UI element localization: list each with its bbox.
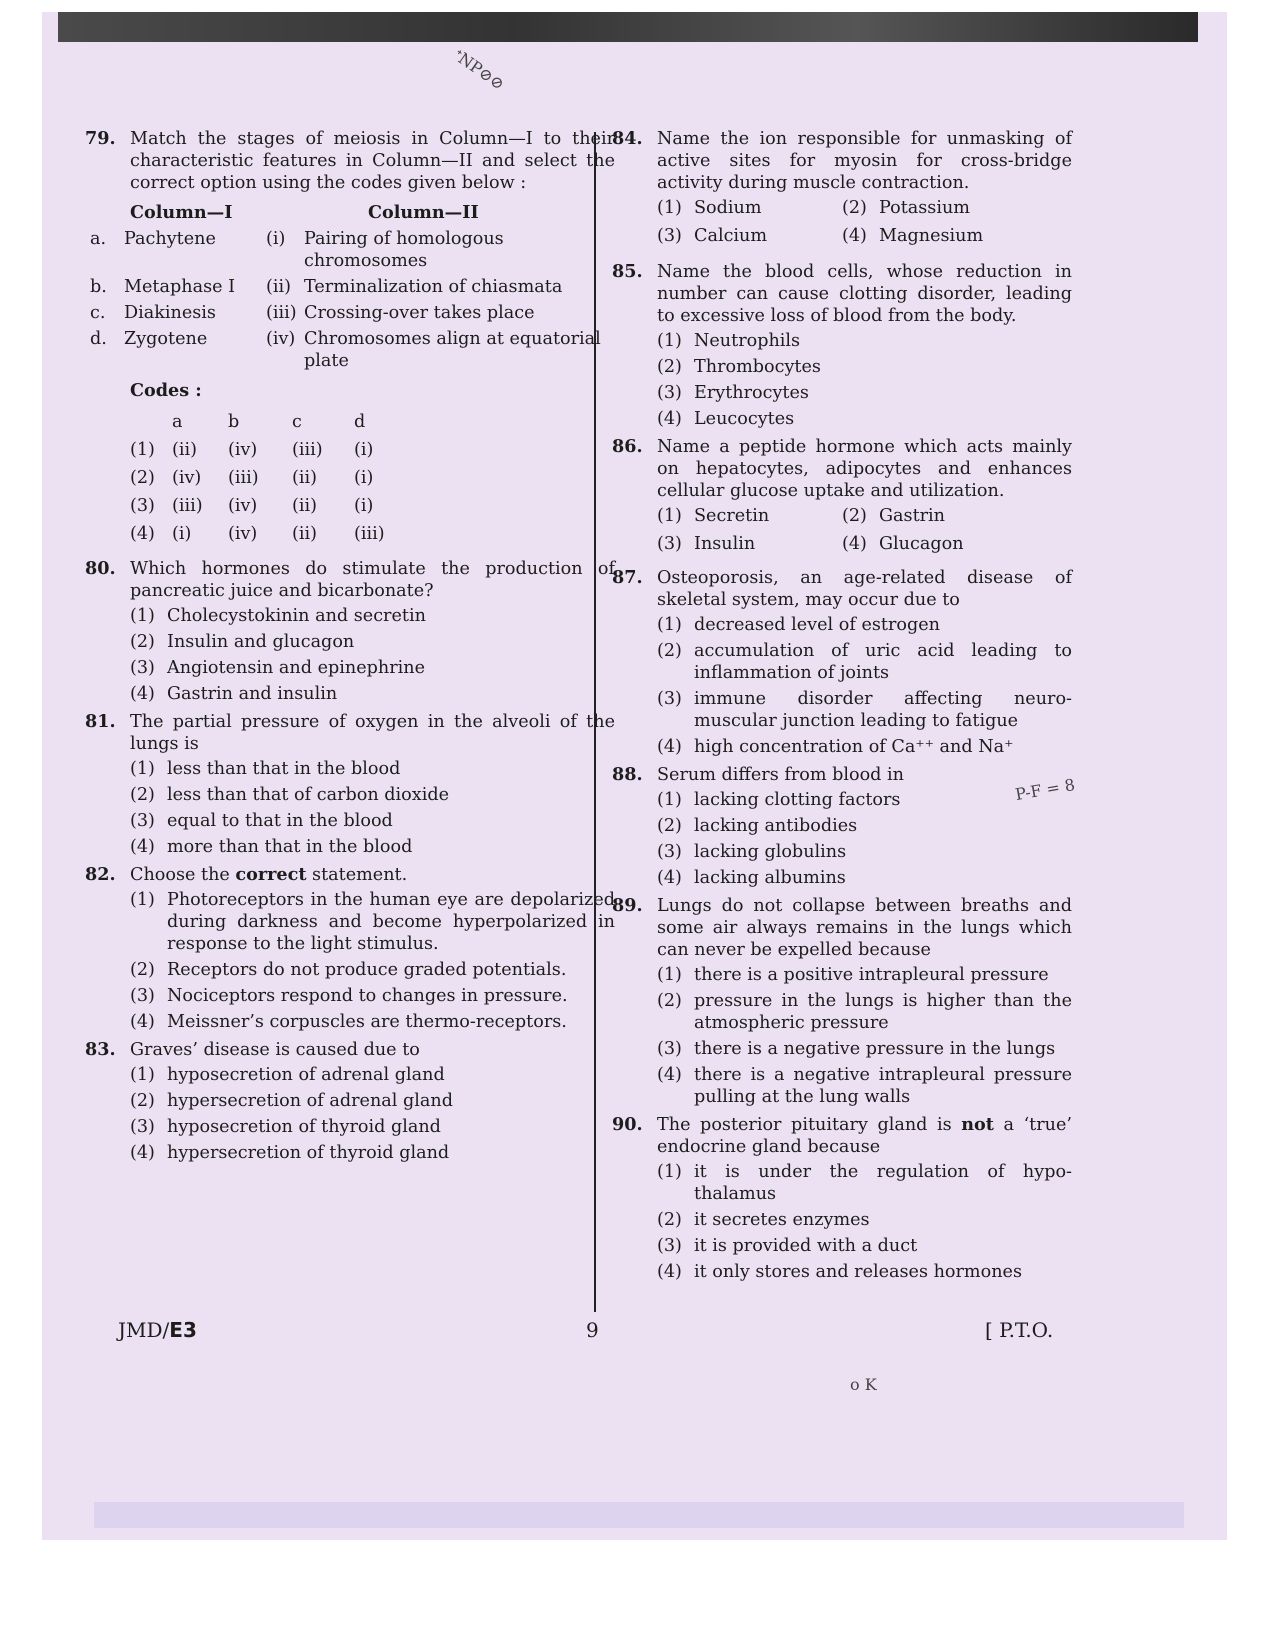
option-number: (2) [657,1210,682,1230]
question-stem: Name the blood cells, whose reduction in number can cause clotting disorder, leading to excessive loss of blood from the body. [657,262,1072,326]
option-list [657,614,1072,758]
column-2-header: Column—II [368,202,479,223]
option-number: (3) [657,534,682,554]
option-list [130,889,615,1033]
question-number: 82. [85,864,116,885]
option-number: (4) [657,868,682,888]
option-text: hyposecretion of adrenal gland [167,1065,445,1085]
booklet-code-series: E3 [169,1318,197,1342]
option-4[interactable] [657,1261,1072,1283]
option-text: high concentration of Ca⁺⁺ and Na⁺ [694,737,1014,757]
option-1[interactable] [657,505,842,527]
match-header [130,202,615,224]
option-text: Sodium [694,198,762,218]
handwritten-mark-bottom: o K [850,1375,877,1394]
question-87 [612,567,1072,758]
option-1[interactable] [657,789,1072,811]
option-3[interactable] [130,985,615,1007]
option-3[interactable] [657,225,842,247]
option-4[interactable] [842,533,1072,555]
option-2[interactable] [657,990,1072,1034]
option-list [130,758,615,858]
match-row [85,328,615,372]
stem-text: statement. [306,865,408,885]
option-number: (4) [657,1262,682,1282]
question-number: 89. [612,895,643,916]
question-number: 85. [612,261,643,282]
question-89 [612,895,1072,1108]
option-4[interactable] [657,1064,1072,1108]
option-2[interactable] [657,815,1072,837]
codes-cell: (iii) [172,496,203,516]
option-3[interactable] [130,810,615,832]
question-number: 83. [85,1039,116,1060]
option-text: Magnesium [879,226,984,246]
question-82 [85,864,615,1033]
option-3[interactable] [130,657,615,679]
row-feature: Chromosomes align at equatorial plate [304,329,601,371]
bottom-scan-band [94,1502,1184,1528]
question-number: 84. [612,128,643,149]
option-text: equal to that in the blood [167,811,393,831]
option-text: Neutrophils [694,331,801,351]
match-row [85,228,615,272]
codes-cell: (i) [354,440,374,460]
option-text: Angiotensin and epinephrine [167,658,426,678]
column-1-header: Column—I [130,202,233,223]
option-3[interactable] [657,382,1072,404]
option-list [657,505,1072,561]
option-number: (1) [130,759,155,779]
booklet-code [118,1318,197,1342]
option-text: Cholecystokinin and secretin [167,606,426,626]
codes-cell: (iii) [354,524,385,544]
option-2[interactable] [657,1209,1072,1231]
question-stem: Lungs do not collapse between breaths and some air always remains in the lungs which can never be expelled because [657,896,1072,960]
option-number: (2) [130,960,155,980]
row-letter: a. [90,229,107,249]
option-number: (1) [657,331,682,351]
question-stem: Osteoporosis, an age-related disease of skeletal system, may occur due to [657,568,1072,610]
codes-cell: (ii) [292,496,317,516]
option-number: (3) [657,842,682,862]
option-4[interactable] [130,836,615,858]
option-list [657,964,1072,1108]
handwritten-mark-top: ᐩNP⊘⊘ [449,45,509,94]
option-text: Calcium [694,226,768,246]
option-4[interactable] [842,225,1072,247]
option-number: (4) [842,534,867,554]
codes-cell: (iii) [292,440,323,460]
codes-row[interactable] [130,492,414,520]
option-text: it only stores and releases hormones [694,1262,1022,1282]
question-90 [612,1114,1072,1283]
codes-cell: (ii) [292,468,317,488]
option-list [657,789,1072,889]
option-number: (4) [657,737,682,757]
option-list [657,330,1072,430]
option-1[interactable] [657,614,1072,636]
codes-cell: (3) [130,496,155,516]
page-number: 9 [586,1318,599,1342]
option-number: (1) [657,615,682,635]
option-number: (3) [657,226,682,246]
row-letter: b. [90,277,107,297]
question-number: 90. [612,1114,643,1135]
option-text: there is a positive intrapleural pressure [694,965,1049,985]
option-text: hyposecretion of thyroid gland [167,1117,441,1137]
option-number: (1) [130,890,155,910]
option-number: (3) [657,1236,682,1256]
option-number: (3) [130,658,155,678]
option-number: (3) [130,1117,155,1137]
option-2[interactable] [657,640,1072,684]
codes-row[interactable] [130,464,414,492]
codes-header-cell: b [228,412,240,432]
option-1[interactable] [657,1161,1072,1205]
option-2[interactable] [130,959,615,981]
option-text: Glucagon [879,534,964,554]
question-81 [85,711,615,858]
question-stem: Name a peptide hormone which acts mainly on hepatocytes, adipocytes and enhances cellular glucose uptake and utilization. [657,437,1072,501]
row-stage: Pachytene [124,229,216,249]
option-text: Gastrin [879,506,946,526]
codes-cell: (ii) [292,524,317,544]
option-number: (4) [130,837,155,857]
option-text: Gastrin and insulin [167,684,338,704]
option-number: (3) [130,811,155,831]
option-text: lacking albumins [694,868,846,888]
question-83 [85,1039,615,1164]
option-text: lacking globulins [694,842,847,862]
option-number: (2) [842,198,867,218]
option-2[interactable] [130,1090,615,1112]
option-number: (4) [842,226,867,246]
option-text: Insulin [694,534,756,554]
row-stage: Zygotene [124,329,208,349]
option-text: lacking clotting factors [694,790,901,810]
question-number: 79. [85,128,116,149]
option-4[interactable] [130,683,615,705]
question-80 [85,558,615,705]
codes-cell: (iv) [228,440,258,460]
option-3[interactable] [657,688,1072,732]
codes-cell: (i) [354,468,374,488]
pto-label: [ P.T.O. [985,1318,1054,1342]
option-1[interactable] [130,1064,615,1086]
question-number: 88. [612,764,643,785]
match-row [85,276,615,298]
option-text: hypersecretion of adrenal gland [167,1091,453,1111]
option-text: Receptors do not produce graded potentials. [167,960,567,980]
option-3[interactable] [130,1116,615,1138]
stem-text: a ‘true’ endocrine gland because [657,1115,1072,1157]
option-number: (4) [130,1012,155,1032]
codes-cell: (ii) [172,440,197,460]
row-roman: (i) [266,229,286,249]
row-feature: Pairing of homologous chromosomes [304,229,504,271]
question-85 [612,261,1072,430]
row-feature: Crossing-over takes place [304,303,535,323]
option-number: (3) [657,1039,682,1059]
stem-emphasis: not [961,1114,994,1135]
option-1[interactable] [657,964,1072,986]
option-number: (1) [130,606,155,626]
option-number: (1) [657,506,682,526]
option-text: Leucocytes [694,409,795,429]
codes-row[interactable] [130,436,414,464]
option-text: decreased level of estrogen [694,615,940,635]
codes-cell: (iv) [228,524,258,544]
option-4[interactable] [657,867,1072,889]
option-text: less than that in the blood [167,759,401,779]
top-scan-band [58,12,1198,42]
question-stem: Graves’ disease is caused due to [130,1040,420,1060]
option-text: there is a negative pressure in the lungs [694,1039,1056,1059]
codes-cell: (4) [130,524,155,544]
left-column [85,128,615,1168]
booklet-code-prefix: JMD/ [118,1318,170,1342]
stem-text: The posterior pituitary gland is [657,1115,962,1135]
option-3[interactable] [657,1235,1072,1257]
option-number: (3) [130,986,155,1006]
option-text: it secretes enzymes [694,1210,870,1230]
option-text: hypersecretion of thyroid gland [167,1143,450,1163]
option-text: Insulin and glucagon [167,632,355,652]
codes-cell: (1) [130,440,155,460]
codes-cell: (i) [172,524,192,544]
row-letter: c. [90,303,106,323]
codes-cell: (iii) [228,468,259,488]
question-86 [612,436,1072,561]
question-stem: Serum differs from blood in [657,765,904,785]
option-number: (2) [130,632,155,652]
option-1[interactable] [130,889,615,955]
option-text: Thrombocytes [694,357,821,377]
option-2[interactable] [842,505,1072,527]
option-list [657,1161,1072,1283]
option-4[interactable] [130,1011,615,1033]
option-number: (2) [657,641,682,661]
option-2[interactable] [657,356,1072,378]
option-number: (1) [657,965,682,985]
option-number: (2) [657,357,682,377]
option-3[interactable] [657,533,842,555]
option-text: Potassium [879,198,970,218]
codes-cell: (2) [130,468,155,488]
codes-header-cell [130,408,172,436]
option-3[interactable] [657,1038,1072,1060]
option-number: (2) [130,785,155,805]
question-stem: The partial pressure of oxygen in the alveoli of the lungs is [130,712,615,754]
codes-row[interactable] [130,520,414,548]
question-stem: Match the stages of meiosis in Column—I to their characteristic features in Column—II and select the correct option using the codes given below : [130,129,615,193]
handwritten-mark-pf: P-F = 8 [1013,774,1077,805]
question-number: 81. [85,711,116,732]
codes-cell: (iv) [228,496,258,516]
option-4[interactable] [130,1142,615,1164]
stem-emphasis: correct [235,864,307,885]
question-79 [85,128,615,548]
codes-label: Codes : [130,380,202,401]
option-text: it is under the regulation of hypo-thalamus [694,1162,1072,1204]
option-number: (1) [657,1162,682,1182]
option-4[interactable] [657,736,1072,758]
option-text: Erythrocytes [694,383,809,403]
codes-header-cell: d [354,412,366,432]
option-number: (2) [842,506,867,526]
option-text: Meissner’s corpuscles are thermo-receptors. [167,1012,567,1032]
option-number: (4) [657,409,682,429]
option-text: there is a negative intrapleural pressure pulling at the lung walls [694,1065,1072,1107]
option-text: immune disorder affecting neuro-muscular junction leading to fatigue [694,689,1072,731]
codes-header-cell: a [172,412,183,432]
option-number: (1) [657,790,682,810]
option-number: (4) [130,684,155,704]
option-2[interactable] [130,784,615,806]
option-text: Photoreceptors in the human eye are depolarized during darkness and become hyperpolarized in response to the light stimulus. [167,890,615,954]
option-number: (2) [657,991,682,1011]
option-2[interactable] [842,197,1072,219]
option-text: less than that of carbon dioxide [167,785,449,805]
option-number: (4) [657,1065,682,1085]
option-1[interactable] [657,330,1072,352]
option-number: (1) [657,198,682,218]
option-text: more than that in the blood [167,837,413,857]
option-1[interactable] [130,758,615,780]
option-list [657,197,1072,253]
option-list [130,605,615,705]
option-text: pressure in the lungs is higher than the atmospheric pressure [694,991,1072,1033]
question-stem: Which hormones do stimulate the production of pancreatic juice and bicarbonate? [130,559,615,601]
codes-cell: (iv) [172,468,202,488]
option-4[interactable] [657,408,1072,430]
question-number: 87. [612,567,643,588]
option-1[interactable] [657,197,842,219]
question-84 [612,128,1072,253]
option-number: (3) [657,689,682,709]
row-feature: Terminalization of chiasmata [304,277,563,297]
right-column [612,128,1072,1287]
option-1[interactable] [130,605,615,627]
option-number: (2) [130,1091,155,1111]
question-stem: Name the ion responsible for unmasking of active sites for myosin for cross-bridge activity during muscle contraction. [657,129,1072,193]
option-text: accumulation of uric acid leading to inflammation of joints [694,641,1072,683]
option-3[interactable] [657,841,1072,863]
question-stem [130,864,615,886]
row-roman: (ii) [266,277,291,297]
option-text: Secretin [694,506,770,526]
question-stem [657,1114,1072,1158]
question-number: 80. [85,558,116,579]
option-number: (1) [130,1065,155,1085]
question-88 [612,764,1072,889]
option-number: (3) [657,383,682,403]
codes-header-cell: c [292,412,302,432]
stem-text: Choose the [130,865,236,885]
codes-header-row [130,408,414,436]
row-roman: (iv) [266,329,296,349]
codes-cell: (i) [354,496,374,516]
option-list [130,1064,615,1164]
question-number: 86. [612,436,643,457]
row-stage: Diakinesis [124,303,216,323]
option-text: lacking antibodies [694,816,858,836]
row-letter: d. [90,329,107,349]
option-text: it is provided with a duct [694,1236,918,1256]
option-number: (4) [130,1143,155,1163]
option-2[interactable] [130,631,615,653]
option-number: (2) [657,816,682,836]
row-roman: (iii) [266,303,297,323]
codes-table [130,408,414,548]
match-row [85,302,615,324]
row-stage: Metaphase I [124,277,236,297]
option-text: Nociceptors respond to changes in pressure. [167,986,568,1006]
